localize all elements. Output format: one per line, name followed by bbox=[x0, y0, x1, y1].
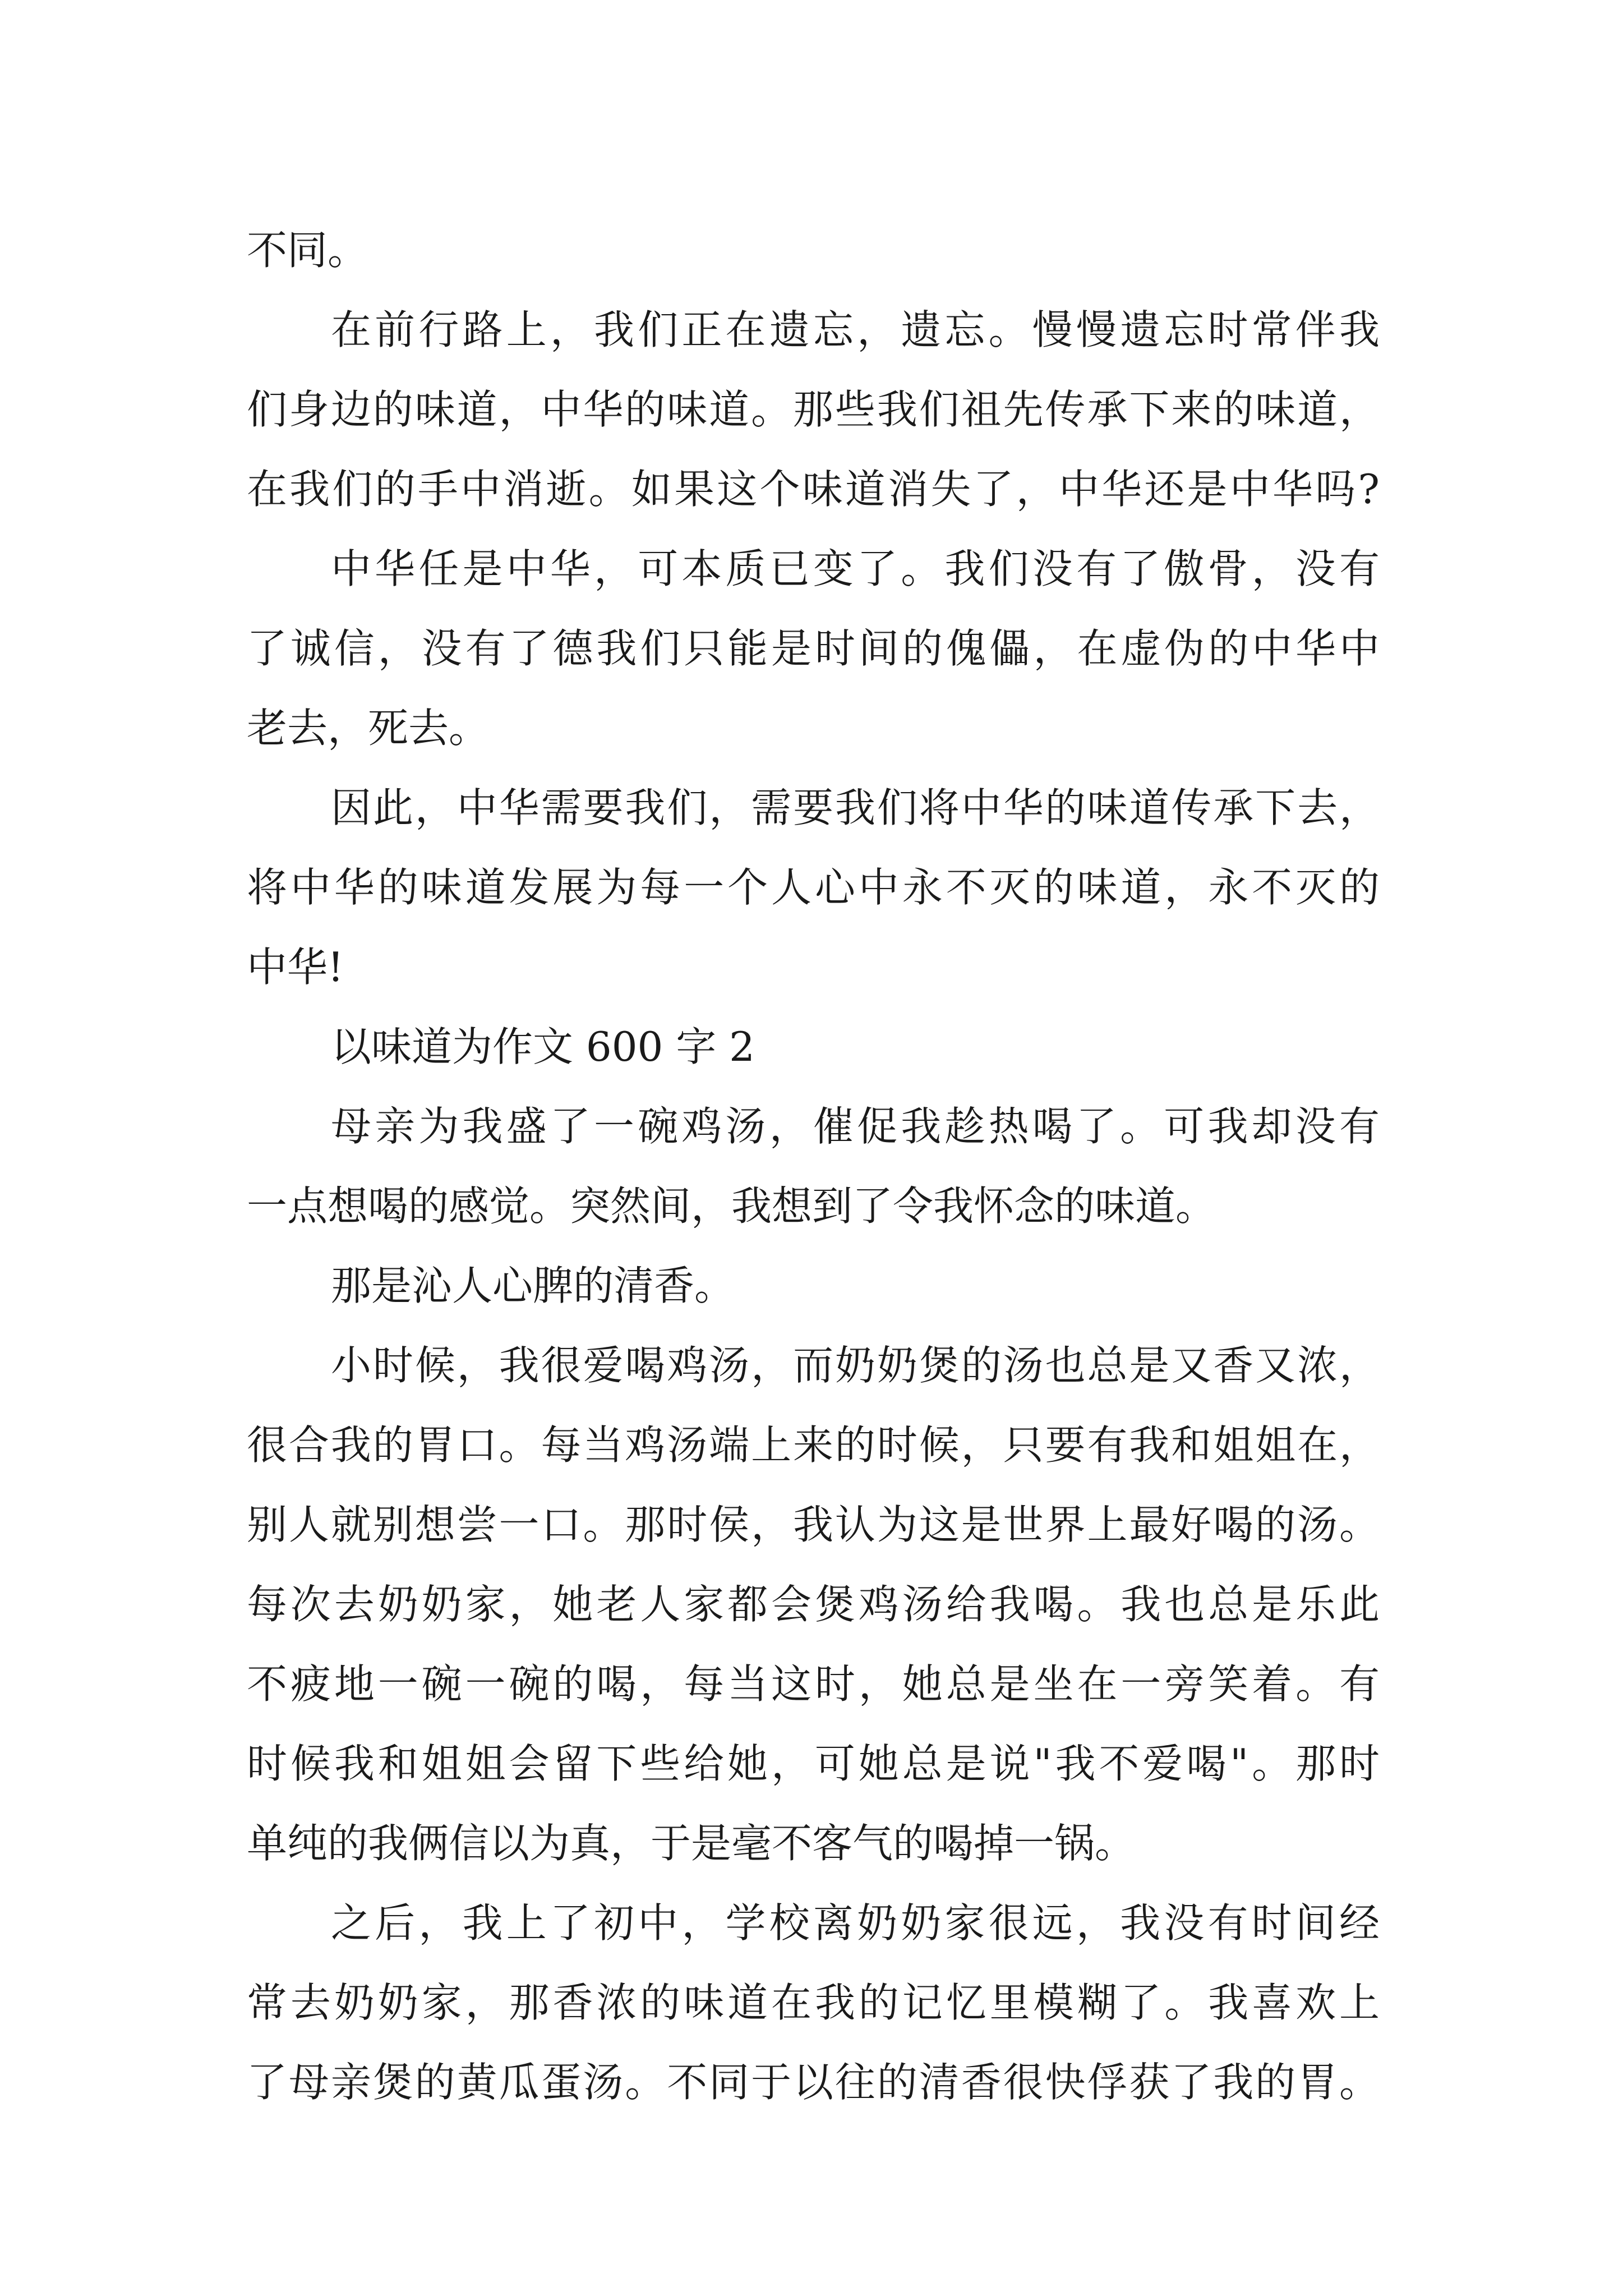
text-line: 别人就别想尝一口。那时侯，我认为这是世界上最好喝的汤。 bbox=[247, 1501, 1380, 1548]
paragraph-start-line: 因此，中华需要我们，需要我们将中华的味道传承下去， bbox=[331, 784, 1380, 831]
text-line: 每次去奶奶家，她老人家都会煲鸡汤给我喝。我也总是乐此 bbox=[247, 1581, 1380, 1628]
text-line: 一点想喝的感觉。突然间，我想到了令我怀念的味道。 bbox=[247, 1182, 1216, 1230]
text-line: 不同。 bbox=[247, 227, 368, 274]
text-line: 在我们的手中消逝。如果这个味道消失了，中华还是中华吗? bbox=[247, 466, 1380, 513]
essay-subtitle: 以味道为作文 600 字 2 bbox=[331, 1023, 755, 1070]
paragraph-start-line: 小时候，我很爱喝鸡汤，而奶奶煲的汤也总是又香又浓， bbox=[331, 1342, 1380, 1389]
paragraph-start-line: 那是沁人心脾的清香。 bbox=[331, 1262, 735, 1309]
text-line: 很合我的胃口。每当鸡汤端上来的时候，只要有我和姐姐在， bbox=[247, 1421, 1380, 1469]
text-line: 常去奶奶家，那香浓的味道在我的记忆里模糊了。我喜欢上 bbox=[247, 1979, 1380, 2026]
text-line: 老去，死去。 bbox=[247, 705, 490, 752]
paragraph-start-line: 中华任是中华，可本质已变了。我们没有了傲骨，没有 bbox=[331, 545, 1380, 592]
paragraph-start-line: 母亲为我盛了一碗鸡汤，催促我趁热喝了。可我却没有 bbox=[331, 1103, 1380, 1150]
text-line: 将中华的味道发展为每一个人心中永不灭的味道，永不灭的 bbox=[247, 864, 1380, 911]
text-line: 了诚信，没有了德我们只能是时间的傀儡，在虚伪的中华中 bbox=[247, 625, 1380, 672]
text-line: 们身边的味道，中华的味道。那些我们祖先传承下来的味道， bbox=[247, 386, 1380, 433]
paragraph-start-line: 之后，我上了初中，学校离奶奶家很远，我没有时间经 bbox=[331, 1899, 1380, 1947]
text-line: 时候我和姐姐会留下些给她，可她总是说"我不爱喝"。那时 bbox=[247, 1740, 1380, 1787]
text-line: 单纯的我俩信以为真，于是毫不客气的喝掉一锅。 bbox=[247, 1820, 1136, 1867]
essay-body bbox=[247, 210, 1380, 2122]
text-line: 了母亲煲的黄瓜蛋汤。不同于以往的清香很快俘获了我的胃。 bbox=[247, 2059, 1380, 2106]
text-line: 中华! bbox=[247, 944, 344, 991]
text-line: 不疲地一碗一碗的喝，每当这时，她总是坐在一旁笑着。有 bbox=[247, 1660, 1380, 1708]
paragraph-start-line: 在前行路上，我们正在遗忘，遗忘。慢慢遗忘时常伴我 bbox=[331, 306, 1380, 353]
